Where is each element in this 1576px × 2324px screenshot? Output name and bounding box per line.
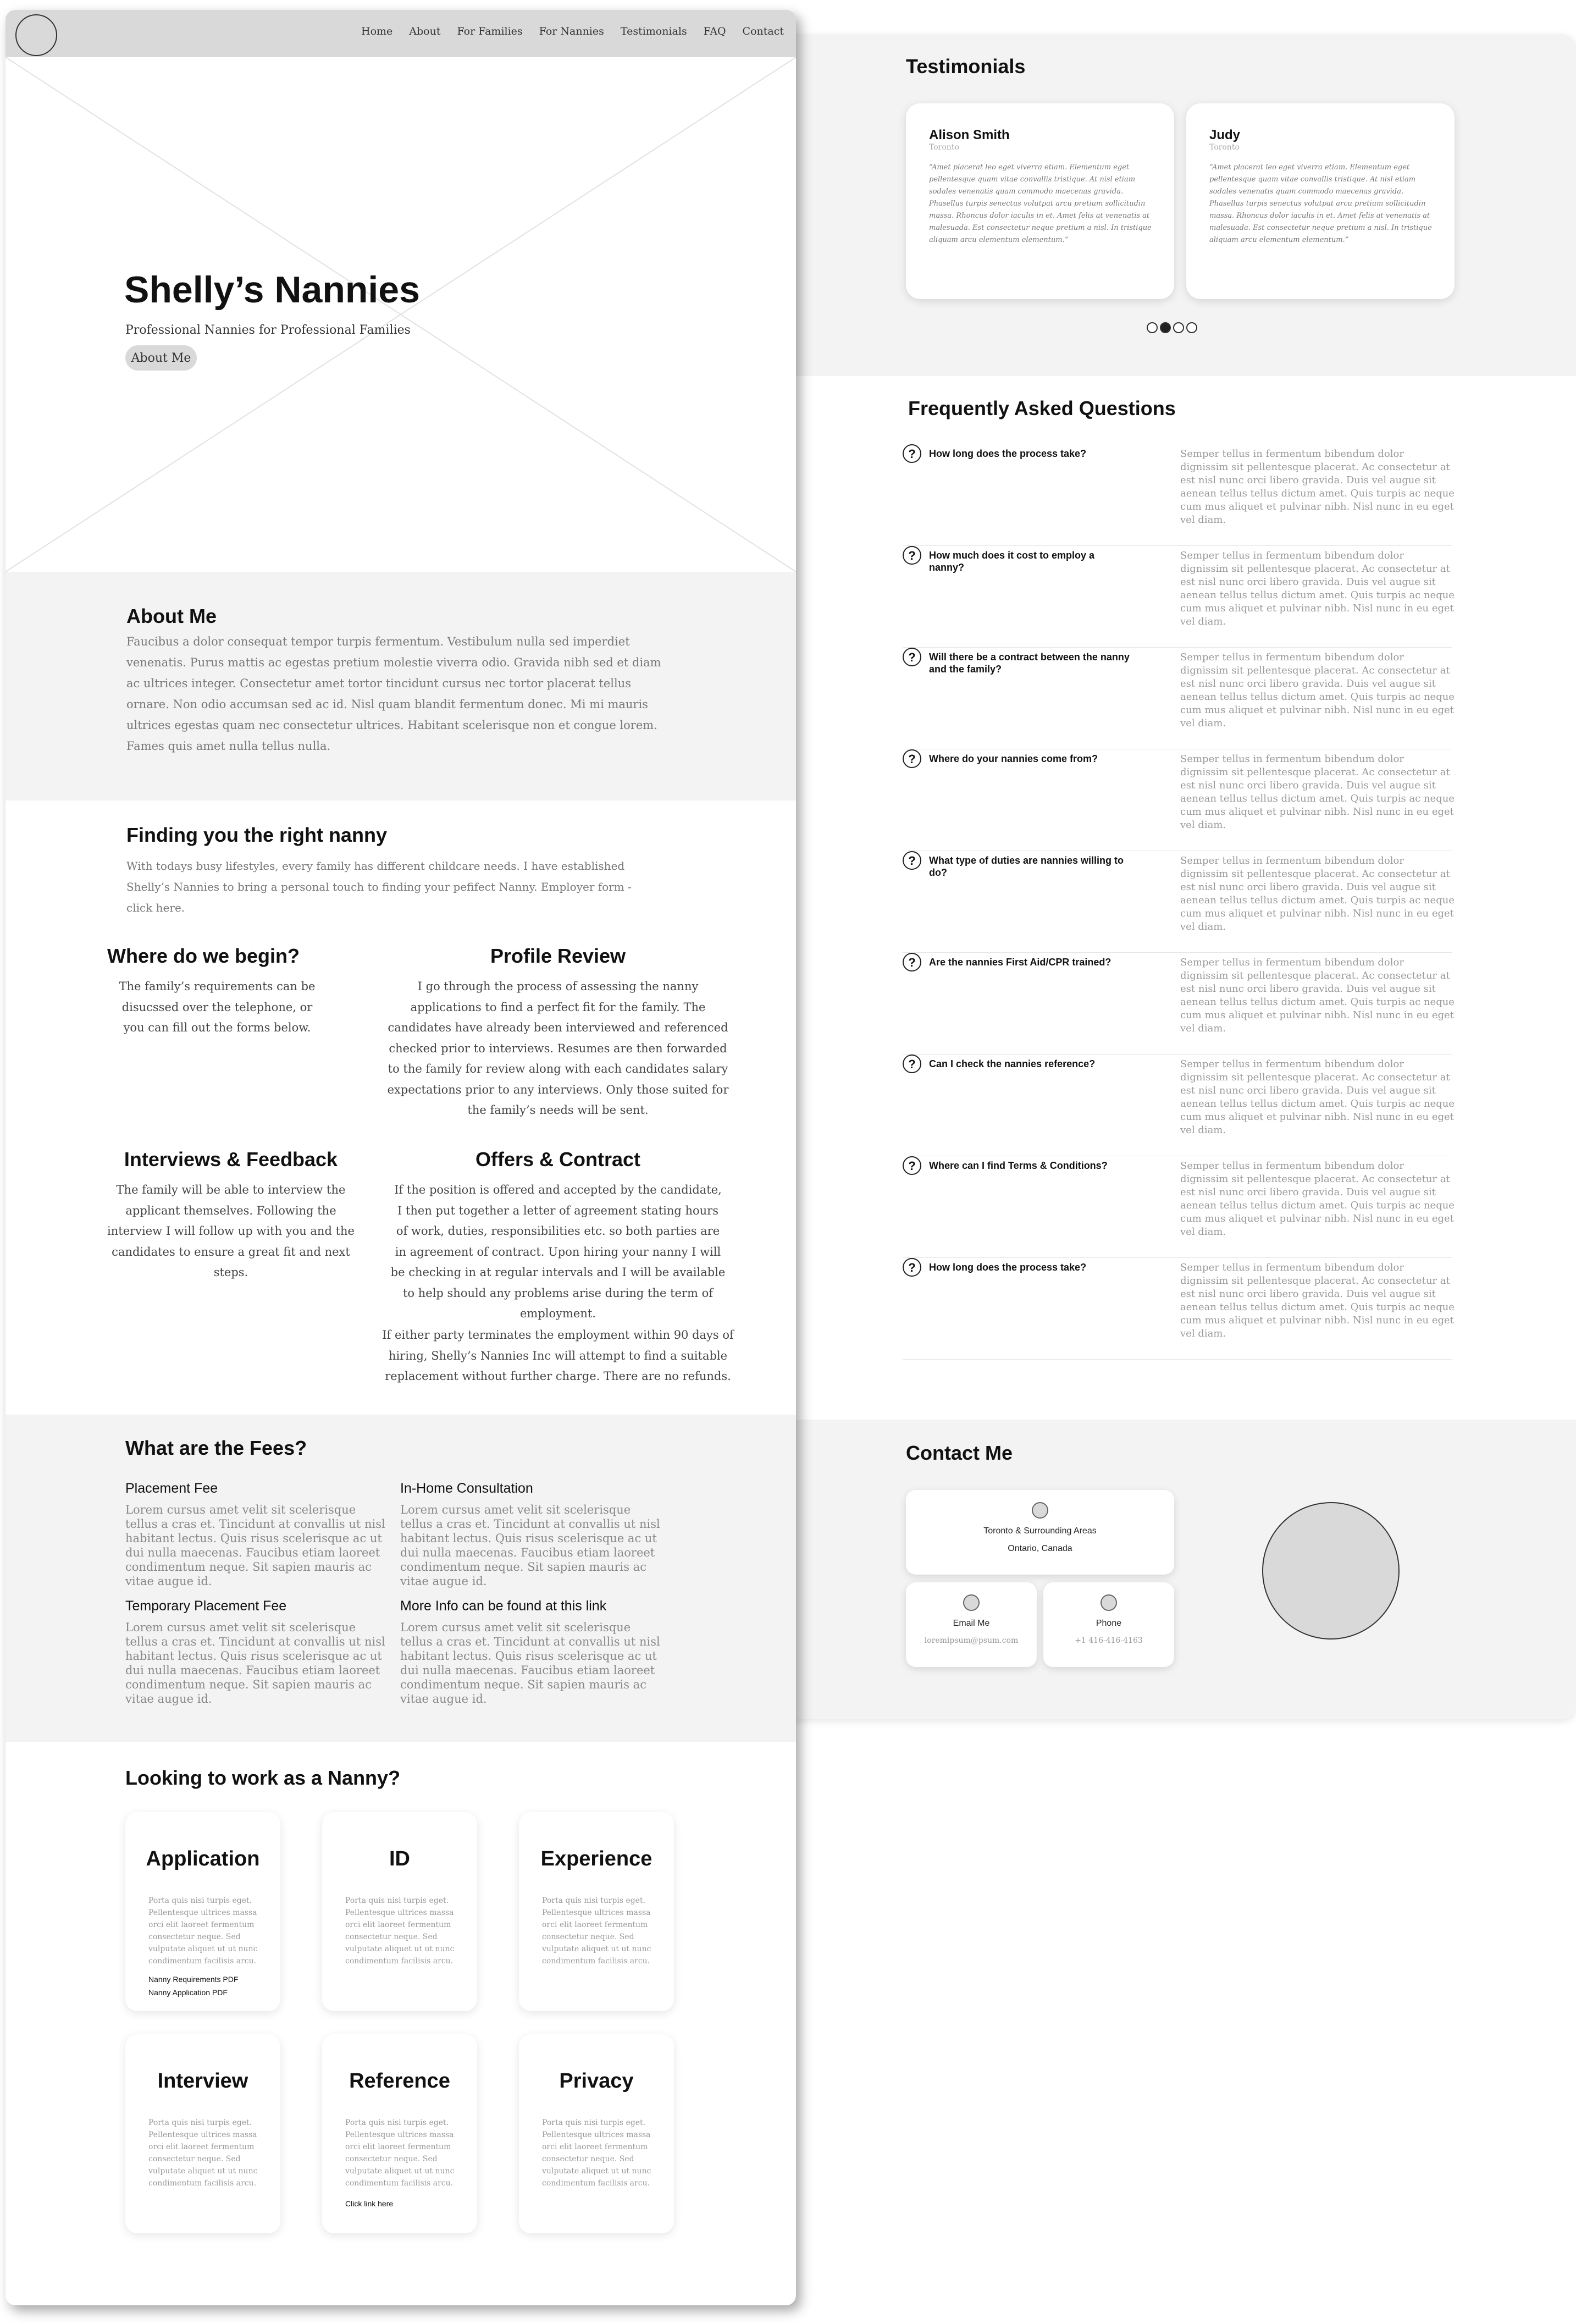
- faq-item[interactable]: [903, 749, 1455, 851]
- card-title: Experience: [540, 1847, 652, 1870]
- fee-more-info-link[interactable]: More Info can be found at this link: [400, 1598, 607, 1614]
- hero-title: Shelly’s Nannies: [124, 269, 420, 311]
- contact-section: [781, 1420, 1576, 1719]
- testimonial-quote: “Amet placerat leo eget viverra etiam. Elementum eget pellentesque quam vitae convallis tristique. At nisl etiam sodales venenatis quam commodo maecenas gravida. Phasellus turpis senectus volutpat arcu pretium sollicitudin massa. Rhoncus dolor iaculis in et. Amet felis at venenatis at malesuada. Est consectetur neque pretium a nisl. In tristique aliquam arcu elementum elementum.”: [929, 163, 1152, 244]
- faq-item[interactable]: [903, 648, 1455, 749]
- about-title: About Me: [126, 605, 217, 627]
- step-profile-text: I go through the process of assessing the nanny applications to find a perfect fit for the family. The candidates have already been interviewed and referenced checked prior to interviews. Resumes are then forwarded to the family for review along with each candidates salary expectations prior to any interviews. Only those suited for the family’s needs will be sent.: [387, 980, 729, 1117]
- hero-image-placeholder: [5, 57, 796, 572]
- question-icon: ?: [903, 749, 921, 768]
- step-profile-title: Profile Review: [490, 945, 626, 967]
- about-text: Faucibus a dolor consequat tempor turpis fermentum. Vestibulum nulla sed imperdiet venenatis. Purus mattis ac egestas pretium molestie viverra odio. Gravida nibh sed et diam ac ultrices integer. Consectetur amet tortor tincidunt cursus nec tortor placerat tellus ornare. Non odio accumsan sed ac id. Nisl quam blandit fermentum donec. Mi mi mauris ultrices egestas quam nec consectetur ultrices. Habitant scelerisque non et congue lorem. Fames quis amet nulla tellus nulla.: [126, 635, 661, 753]
- card-interview: [125, 2034, 280, 2233]
- faq-question: Where can I find Terms & Conditions?: [929, 1160, 1108, 1171]
- fee-consultation-title: In-Home Consultation: [400, 1481, 533, 1496]
- question-icon: ?: [903, 648, 921, 666]
- faq-question: Will there be a contract between the nanny and the family?: [929, 652, 1130, 675]
- email-icon: [963, 1594, 980, 1611]
- question-icon: ?: [903, 1156, 921, 1175]
- testimonials-title: Testimonials: [906, 55, 1026, 78]
- question-icon: ?: [903, 1258, 921, 1277]
- card-title: Interview: [157, 2069, 248, 2093]
- testimonial-quote: “Amet placerat leo eget viverra etiam. Elementum eget pellentesque quam vitae convallis tristique. At nisl etiam sodales venenatis quam commodo maecenas gravida. Phasellus turpis senectus volutpat arcu pretium sollicitudin massa. Rhoncus dolor iaculis in et. Amet felis at venenatis at malesuada. Est consectetur neque pretium a nisl. In tristique aliquam arcu elementum elementum.”: [1209, 163, 1432, 244]
- faq-item[interactable]: [903, 851, 1455, 953]
- main-page: [5, 10, 796, 2305]
- contact-title: Contact Me: [906, 1442, 1013, 1464]
- carousel-dot[interactable]: [1186, 322, 1197, 333]
- faq-answer: Semper tellus in fermentum bibendum dolor dignissim sit pellentesque placerat. Ac consectetur at est nisl nunc orci libero gravida. Duis vel augue sit aenean tellus tellus dictum amet. Quis turpis ac neque cum mus aliquet et pulvinar nibh. Nisl nunc in eu eget vel diam.: [1180, 957, 1455, 1034]
- testimonial-card: [906, 103, 1174, 299]
- location-icon: [1032, 1502, 1048, 1519]
- phone-icon: [1101, 1594, 1117, 1611]
- location-label: Toronto & Surrounding Areas: [983, 1526, 1097, 1536]
- card-text: Porta quis nisi turpis eget. Pellentesque ultrices massa orci elit laoreet fermentum consectetur neque. Sed vulputate aliquet ut ut nunc condimentum facilisis arcu.: [542, 1896, 651, 1966]
- card-id: [322, 1812, 477, 2011]
- card-reference: [322, 2034, 477, 2233]
- faq-answer: Semper tellus in fermentum bibendum dolor dignissim sit pellentesque placerat. Ac consectetur at est nisl nunc orci libero gravida. Duis vel augue sit aenean tellus tellus dictum amet. Quis turpis ac neque cum mus aliquet et pulvinar nibh. Nisl nunc in eu eget vel diam.: [1180, 1262, 1455, 1339]
- carousel-dot-active[interactable]: [1160, 322, 1171, 333]
- reference-click-link[interactable]: Click link here: [345, 2199, 394, 2208]
- faq-item[interactable]: [903, 1258, 1455, 1360]
- email-label: Email Me: [953, 1619, 990, 1628]
- faq-question: How long does the process take?: [929, 1262, 1087, 1273]
- hero-subtitle: Professional Nannies for Professional Families: [125, 323, 411, 337]
- testimonial-name: Alison Smith: [929, 128, 1010, 142]
- faq-answer: Semper tellus in fermentum bibendum dolor dignissim sit pellentesque placerat. Ac consectetur at est nisl nunc orci libero gravida. Duis vel augue sit aenean tellus tellus dictum amet. Quis turpis ac neque cum mus aliquet et pulvinar nibh. Nisl nunc in eu eget vel diam.: [1180, 652, 1455, 729]
- card-text: Porta quis nisi turpis eget. Pellentesque ultrices massa orci elit laoreet fermentum consectetur neque. Sed vulputate aliquet ut ut nunc condimentum facilisis arcu.: [542, 2118, 651, 2188]
- faq-answer: Semper tellus in fermentum bibendum dolor dignissim sit pellentesque placerat. Ac consectetur at est nisl nunc orci libero gravida. Duis vel augue sit aenean tellus tellus dictum amet. Quis turpis ac neque cum mus aliquet et pulvinar nibh. Nisl nunc in eu eget vel diam.: [1180, 550, 1455, 627]
- nav-link-testimonials[interactable]: Testimonials: [620, 25, 687, 37]
- location-card: [906, 1490, 1174, 1575]
- nanny-title: Looking to work as a Nanny?: [125, 1767, 401, 1789]
- carousel-dots: [1147, 322, 1197, 333]
- testimonial-city: Toronto: [929, 143, 959, 152]
- nav-link-about[interactable]: About: [409, 25, 441, 37]
- top-nav: [5, 10, 796, 57]
- faq-answer: Semper tellus in fermentum bibendum dolor dignissim sit pellentesque placerat. Ac consectetur at est nisl nunc orci libero gravida. Duis vel augue sit aenean tellus tellus dictum amet. Quis turpis ac neque cum mus aliquet et pulvinar nibh. Nisl nunc in eu eget vel diam.: [1180, 1058, 1455, 1136]
- faq-question: How much does it cost to employ a nanny?: [929, 550, 1095, 573]
- finding-text: With todays busy lifestyles, every family has different childcare needs. I have established Shelly’s Nannies to bring a personal touch to finding your pefifect Nanny. Employer form - click here.: [126, 859, 632, 914]
- secondary-page: [781, 34, 1576, 1719]
- fees-title: What are the Fees?: [125, 1437, 307, 1459]
- card-text: Porta quis nisi turpis eget. Pellentesque ultrices massa orci elit laoreet fermentum consectetur neque. Sed vulputate aliquet ut ut nunc condimentum facilisis arcu.: [345, 2118, 455, 2188]
- card-title: Application: [146, 1847, 260, 1870]
- card-text: Porta quis nisi turpis eget. Pellentesque ultrices massa orci elit laoreet fermentum consectetur neque. Sed vulputate aliquet ut ut nunc condimentum facilisis arcu.: [148, 2118, 258, 2188]
- question-icon: ?: [903, 444, 921, 463]
- map-placeholder: [1262, 1502, 1400, 1640]
- nav-link-for-nannies[interactable]: For Nannies: [539, 25, 604, 37]
- nanny-requirements-pdf-link[interactable]: Nanny Requirements PDF: [148, 1975, 239, 1984]
- card-privacy: [519, 2034, 674, 2233]
- nav-link-for-families[interactable]: For Families: [457, 25, 523, 37]
- card-title: ID: [389, 1847, 410, 1870]
- fee-consultation-text: Lorem cursus amet velit sit scelerisque tellus a cras et. Tincidunt at convallis ut nisl habitant lectus. Quis risus scelerisque ac ut dui nulla maecenas. Faucibus etiam laoreet condimentum neque. Sit sapien mauris ac vitae augue id.: [400, 1503, 660, 1588]
- about-section: [5, 572, 796, 801]
- faq-question: Are the nannies First Aid/CPR trained?: [929, 957, 1112, 968]
- card-title: Privacy: [559, 2069, 634, 2093]
- faq-item[interactable]: [903, 546, 1455, 648]
- testimonials-section: [781, 34, 1576, 376]
- faq-item[interactable]: [903, 953, 1455, 1055]
- question-icon: ?: [903, 953, 921, 971]
- nav-link-faq[interactable]: FAQ: [703, 25, 726, 37]
- card-experience: [519, 1812, 674, 2011]
- nav-link-home[interactable]: Home: [361, 25, 393, 37]
- faq-question: Where do your nannies come from?: [929, 753, 1098, 764]
- nav-link-contact[interactable]: Contact: [742, 25, 784, 37]
- testimonial-name: Judy: [1209, 128, 1241, 142]
- carousel-dot[interactable]: [1147, 322, 1158, 333]
- faq-title: Frequently Asked Questions: [908, 397, 1176, 419]
- testimonial-card: [1186, 103, 1455, 299]
- faq-question: What type of duties are nannies willing to do?: [929, 855, 1124, 878]
- question-icon: ?: [903, 851, 921, 870]
- phone-label: Phone: [1096, 1619, 1122, 1628]
- fee-temporary-title: Temporary Placement Fee: [125, 1598, 287, 1614]
- fees-section: [5, 1415, 796, 1742]
- hero-section: [5, 57, 796, 572]
- faq-question: How long does the process take?: [929, 448, 1087, 459]
- faq-item[interactable]: [903, 1055, 1455, 1156]
- question-icon: ?: [903, 1055, 921, 1073]
- logo[interactable]: [15, 14, 57, 56]
- question-icon: ?: [903, 546, 921, 565]
- step-offers-text: If the position is offered and accepted by the candidate, I then put together a letter of agreement stating hours of work, duties, responsibilities etc. so both parties are in agreement of contract. Upon hiring your nanny I will be checking in at regular intervals and I will be available to help should any problems arise during the term of employment.: [390, 1183, 726, 1320]
- faq-question: Can I check the nannies reference?: [929, 1058, 1096, 1069]
- phone-value[interactable]: +1 416-416-4163: [1075, 1636, 1143, 1645]
- step-interviews-title: Interviews & Feedback: [124, 1148, 338, 1171]
- fee-more-info-text: Lorem cursus amet velit sit scelerisque tellus a cras et. Tincidunt at convallis ut nisl habitant lectus. Quis risus scelerisque ac ut dui nulla maecenas. Faucibus etiam laoreet condimentum neque. Sit sapien mauris ac vitae augue id.: [400, 1621, 660, 1705]
- step-begin-text: The family’s requirements can be disucssed over the telephone, or you can fill out the forms below.: [119, 980, 316, 1034]
- email-card[interactable]: [906, 1582, 1037, 1667]
- testimonial-city: Toronto: [1209, 143, 1240, 152]
- location-value: Ontario, Canada: [1008, 1544, 1072, 1553]
- card-application: [125, 1812, 280, 2011]
- phone-card[interactable]: [1043, 1582, 1174, 1667]
- step-interviews-text: The family will be able to interview the applicant themselves. Following the interview I will follow up with you and the candidates to ensure a great fit and next steps.: [107, 1183, 355, 1279]
- faq-item[interactable]: [903, 1156, 1455, 1258]
- card-text: Porta quis nisi turpis eget. Pellentesque ultrices massa orci elit laoreet fermentum consectetur neque. Sed vulputate aliquet ut ut nunc condimentum facilisis arcu.: [148, 1896, 258, 1966]
- step-begin-title: Where do we begin?: [107, 945, 300, 967]
- fee-placement-title: Placement Fee: [125, 1481, 218, 1496]
- nav-links: [361, 25, 784, 37]
- fee-temporary-text: Lorem cursus amet velit sit scelerisque tellus a cras et. Tincidunt at convallis ut nisl habitant lectus. Quis risus scelerisque ac ut dui nulla maecenas. Faucibus etiam laoreet condimentum neque. Sit sapien mauris ac vitae augue id.: [125, 1621, 385, 1705]
- faq-answer: Semper tellus in fermentum bibendum dolor dignissim sit pellentesque placerat. Ac consectetur at est nisl nunc orci libero gravida. Duis vel augue sit aenean tellus tellus dictum amet. Quis turpis ac neque cum mus aliquet et pulvinar nibh. Nisl nunc in eu eget vel diam.: [1180, 855, 1455, 932]
- finding-title: Finding you the right nanny: [126, 824, 387, 846]
- faq-answer: Semper tellus in fermentum bibendum dolor dignissim sit pellentesque placerat. Ac consectetur at est nisl nunc orci libero gravida. Duis vel augue sit aenean tellus tellus dictum amet. Quis turpis ac neque cum mus aliquet et pulvinar nibh. Nisl nunc in eu eget vel diam.: [1180, 1160, 1455, 1238]
- nanny-application-pdf-link[interactable]: Nanny Application PDF: [148, 1988, 228, 1997]
- carousel-dot[interactable]: [1173, 322, 1184, 333]
- card-title: Reference: [349, 2069, 450, 2093]
- faq-item[interactable]: [903, 444, 1455, 546]
- card-text: Porta quis nisi turpis eget. Pellentesque ultrices massa orci elit laoreet fermentum consectetur neque. Sed vulputate aliquet ut ut nunc condimentum facilisis arcu.: [345, 1896, 455, 1966]
- fee-placement-text: Lorem cursus amet velit sit scelerisque tellus a cras et. Tincidunt at convallis ut nisl habitant lectus. Quis risus scelerisque ac ut dui nulla maecenas. Faucibus etiam laoreet condimentum neque. Sit sapien mauris ac vitae augue id.: [125, 1503, 385, 1588]
- about-me-button[interactable]: About Me: [125, 345, 197, 371]
- faq-answer: Semper tellus in fermentum bibendum dolor dignissim sit pellentesque placerat. Ac consectetur at est nisl nunc orci libero gravida. Duis vel augue sit aenean tellus tellus dictum amet. Quis turpis ac neque cum mus aliquet et pulvinar nibh. Nisl nunc in eu eget vel diam.: [1180, 753, 1455, 831]
- email-value[interactable]: loremipsum@psum.com: [924, 1636, 1019, 1645]
- step-offers-title: Offers & Contract: [475, 1148, 641, 1171]
- step-offers-text-refunds: If either party terminates the employment within 90 days of hiring, Shelly’s Nannies Inc will attempt to find a suitable replacement without further charge. There are no refunds.: [382, 1328, 734, 1383]
- faq-answer: Semper tellus in fermentum bibendum dolor dignissim sit pellentesque placerat. Ac consectetur at est nisl nunc orci libero gravida. Duis vel augue sit aenean tellus tellus dictum amet. Quis turpis ac neque cum mus aliquet et pulvinar nibh. Nisl nunc in eu eget vel diam.: [1180, 448, 1455, 526]
